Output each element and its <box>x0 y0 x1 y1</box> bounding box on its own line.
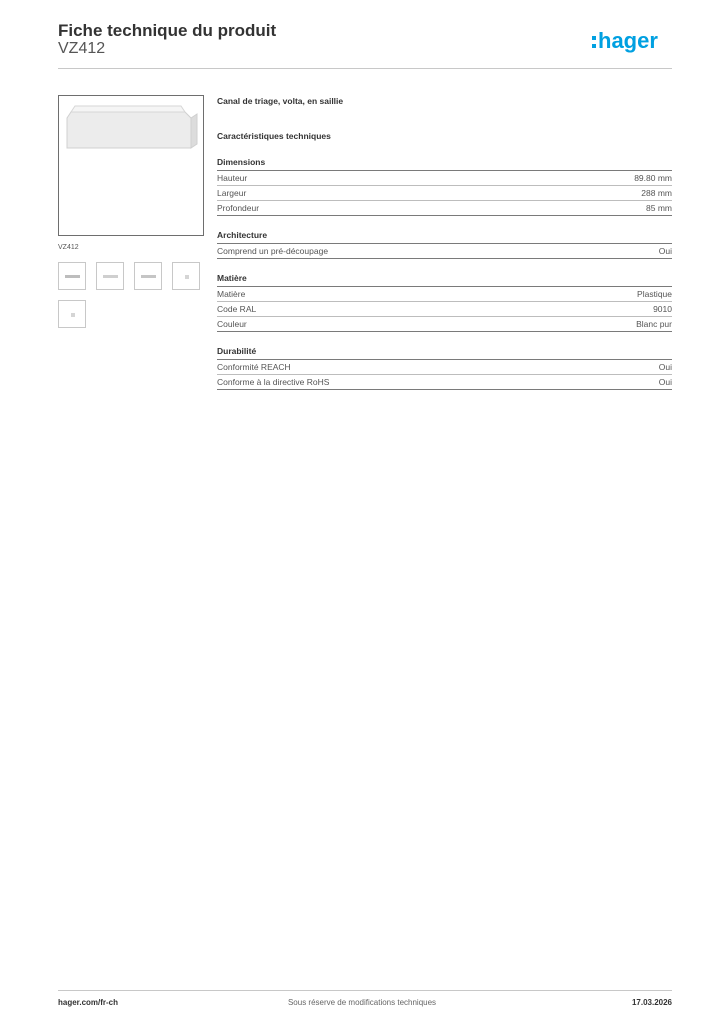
spec-value: Plastique <box>637 289 672 299</box>
spec-label: Comprend un pré-découpage <box>217 246 329 256</box>
thumbnail-3[interactable] <box>134 262 162 290</box>
section-architecture <box>217 230 672 259</box>
spec-label: Profondeur <box>217 203 260 213</box>
spec-value: 89.80 mm <box>634 173 672 183</box>
section-dimensions <box>217 157 672 216</box>
spec-row <box>217 360 672 375</box>
svg-text:hager: hager <box>598 28 658 53</box>
spec-row <box>217 302 672 317</box>
spec-row <box>217 186 672 201</box>
thumbnail-4[interactable] <box>172 262 200 290</box>
spec-row <box>217 375 672 390</box>
image-caption: VZ412 <box>58 244 79 251</box>
spec-label: Hauteur <box>217 173 248 183</box>
footer-website-link[interactable]: hager.com/fr-ch <box>58 998 119 1007</box>
spec-row <box>217 171 672 186</box>
spec-row <box>217 317 672 332</box>
spec-label: Conforme à la directive RoHS <box>217 377 330 387</box>
thumbnail-2[interactable] <box>96 262 124 290</box>
page-title: Fiche technique du produit <box>58 21 277 40</box>
spec-value: Oui <box>658 362 672 372</box>
product-name: Canal de triage, volta, en saillie <box>217 96 344 106</box>
spec-value: 288 mm <box>641 188 672 198</box>
spec-value: Oui <box>658 377 672 387</box>
spec-row <box>217 287 672 302</box>
spec-label: Largeur <box>217 188 247 198</box>
spec-row <box>217 201 672 216</box>
header-divider <box>58 68 672 69</box>
spec-value: 85 mm <box>646 203 672 213</box>
hager-logo <box>592 27 674 55</box>
spec-value: Blanc pur <box>636 319 672 329</box>
product-reference: VZ412 <box>58 40 106 57</box>
spec-label: Matière <box>217 289 246 299</box>
thumbnail-1[interactable] <box>58 262 86 290</box>
footer-divider <box>58 990 672 991</box>
footer-date: 17.03.2026 <box>631 998 672 1007</box>
section-title: Durabilité <box>217 346 672 360</box>
product-main-image[interactable] <box>58 95 204 236</box>
thumbnail-5[interactable] <box>58 300 86 328</box>
section-title: Architecture <box>217 230 672 244</box>
footer-notice: Sous réserve de modifications techniques <box>287 998 437 1007</box>
spec-label: Conformité REACH <box>217 362 291 372</box>
spec-value: Oui <box>658 246 672 256</box>
section-title: Matière <box>217 273 672 287</box>
product-illustration <box>59 96 203 235</box>
spec-value: 9010 <box>653 304 672 314</box>
spec-label: Code RAL <box>217 304 257 314</box>
section-material <box>217 273 672 332</box>
section-durability <box>217 346 672 390</box>
tech-heading: Caractéristiques techniques <box>217 131 331 141</box>
section-title: Dimensions <box>217 157 672 171</box>
spec-row <box>217 244 672 259</box>
spec-panel <box>217 96 672 404</box>
spec-label: Couleur <box>217 319 247 329</box>
